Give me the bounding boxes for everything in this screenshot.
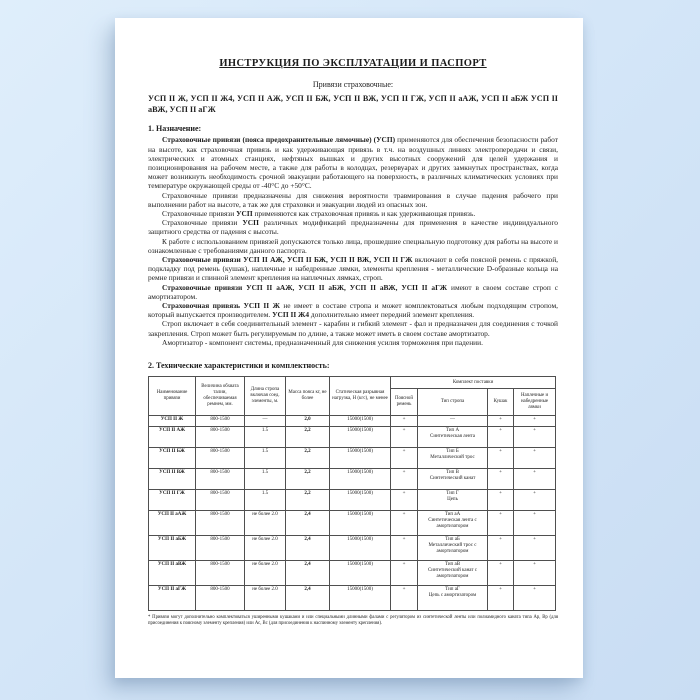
cell-kushak: + [488, 535, 514, 560]
cell-belt: + [391, 560, 418, 585]
cell-strap-type [418, 585, 488, 610]
paragraph-absorber-models [148, 283, 558, 301]
cell-length: не более 2.0 [245, 585, 286, 610]
table-footnote: * Привязи могут дополнительно комплектоваться уширенными кушаками и или специальными длинными фалами с регулятором из синтетической ленты или полиамидного каната типа Ар, Вр (для присоединения к поясному элементу крепления) или Ас, Вс (для присоединения к наспинному элементу крепления). [148, 614, 558, 627]
table-row [149, 447, 556, 468]
table-row [149, 560, 556, 585]
cell-lyamki: + [514, 510, 556, 535]
strap-type-line: Тип А [445, 427, 460, 433]
cell-length: — [245, 415, 286, 426]
cell-load: 15000(1500) [330, 426, 391, 447]
cell-belt: + [391, 535, 418, 560]
cell-strap-type [418, 510, 488, 535]
cell-girth: 800-1500 [196, 426, 245, 447]
cell-belt: + [391, 468, 418, 489]
col-header-strap-type: Тип стропа [418, 388, 488, 415]
table-row [149, 585, 556, 610]
document-title: ИНСТРУКЦИЯ ПО ЭКСПЛУАТАЦИИ И ПАСПОРТ [219, 58, 487, 69]
paragraph-text: применяются как страховочная привязь и как удерживающая привязь. [252, 208, 476, 218]
cell-lyamki: + [514, 560, 556, 585]
paragraph-components [148, 255, 558, 283]
cell-strap-type [418, 535, 488, 560]
cell-kushak: + [488, 489, 514, 510]
cell-lyamki: + [514, 585, 556, 610]
col-header-lyamki: Наплечные и набедренные лямки [514, 388, 556, 415]
cell-girth: 800-1500 [196, 468, 245, 489]
cell-kushak: + [488, 426, 514, 447]
paragraph-usp-zh [148, 301, 558, 319]
cell-belt: + [391, 426, 418, 447]
paragraph-usage [148, 209, 558, 218]
col-header-belt: Поясной ремень [391, 388, 418, 415]
cell-strap-type [418, 560, 488, 585]
cell-name: УСП II ГЖ [149, 489, 196, 510]
cell-kushak: + [488, 560, 514, 585]
cell-length: 1.5 [245, 447, 286, 468]
cell-mass: 2,2 [286, 489, 330, 510]
paragraph-text: включают в себя поясной ремень с пряжкой, подкладку под ремень (кушак), наплечные и набедренные лямки, элементы крепления - металлические D-образные кольца на ремне привязи и спинной элемент крепления на наплечных лямках, строп. [148, 254, 559, 283]
cell-kushak: + [488, 585, 514, 610]
cell-strap-type [418, 426, 488, 447]
paragraph-text: применяются для обеспечения безопасности работ на высоте, как страховочная привязь и как удерживающая привязь в т.ч. на воздушных линиях электропередачи и связи, электрических и атомных станциях, нефтяных вышках и других высотных сооружений для целей удержания и позиционирования на рабочем месте, а также для работы в колодцах, резервуарах и других замкнутых пространствах, когда может возникнуть необходимость срочной эвакуации работающего на поверхность, в различных климатических условиях при температуре окружающей среды от -40°С до +50°С. [148, 135, 559, 191]
cell-mass: 2,4 [286, 560, 330, 585]
cell-load: 15000(1500) [330, 510, 391, 535]
cell-load: 15000(1500) [330, 415, 391, 426]
table-row [149, 510, 556, 535]
paragraph-text: Страховочные привязи [162, 218, 243, 228]
section-2-heading: 2. Технические характеристики и комплектность: [148, 360, 330, 370]
col-header-length: Длина стропа включая соед. элементы, м. [245, 376, 286, 415]
cell-strap-type [418, 489, 488, 510]
paragraph-text: различных модификаций предназначены для применения в качестве индивидуального защитного средства от падения с высоты. [148, 218, 558, 237]
strap-type-line: Цепь с амортизатором [428, 592, 477, 598]
cell-lyamki: + [514, 489, 556, 510]
cell-strap-type [418, 447, 488, 468]
cell-name: УСП II ВЖ [149, 468, 196, 489]
paragraph-text: УСП [236, 208, 253, 218]
cell-name: УСП II аАЖ [149, 510, 196, 535]
cell-mass: 2,2 [286, 447, 330, 468]
paragraph-text: имеют в своем составе строп с амортизатором. [148, 282, 558, 301]
cell-length: 1.5 [245, 489, 286, 510]
cell-lyamki: + [514, 468, 556, 489]
cell-kushak: + [488, 510, 514, 535]
cell-load: 15000(1500) [330, 447, 391, 468]
strap-type-line: Цепь [447, 496, 458, 502]
cell-lyamki: + [514, 447, 556, 468]
strap-type-line: Тип аВ [444, 561, 461, 567]
strap-type-line: Тип В [446, 469, 459, 475]
paragraph-text: Страховочные привязи (пояса предохранительные лямочные) (УСП) [162, 135, 396, 145]
strap-type-line: Металлический трос [430, 454, 475, 460]
cell-girth: 800-1500 [196, 560, 245, 585]
cell-kushak: + [488, 415, 514, 426]
col-header-mass: Масса пояса кг, не более [286, 376, 330, 415]
col-header-kushak: Кушак [488, 388, 514, 415]
cell-kushak: + [488, 468, 514, 489]
cell-belt: + [391, 415, 418, 426]
harness-models-list: УСП II Ж, УСП II Ж4, УСП II АЖ, УСП II БЖ, УСП II ВЖ, УСП II ГЖ, УСП II аАЖ, УСП II аБЖ УСП II аВЖ, УСП II аГЖ [148, 94, 558, 114]
cell-strap-type [418, 415, 488, 426]
cell-name: УСП II аБЖ [149, 535, 196, 560]
col-header-girth: Величина обхвата талии, обеспечиваемая ремнем, мм. [196, 376, 245, 415]
cell-load: 15000(1500) [330, 585, 391, 610]
cell-belt: + [391, 585, 418, 610]
cell-length: не более 2.0 [245, 510, 286, 535]
paragraph-text: Страховочные привязи [162, 208, 237, 218]
cell-lyamki: + [514, 415, 556, 426]
paragraph-text: УСП II Ж4 [272, 310, 310, 320]
cell-mass: 2,2 [286, 426, 330, 447]
paragraph-absorber: Амортизатор - компонент системы, предназначенный для снижения усилия торможения при падении. [162, 337, 483, 347]
strap-type-line: Тип аГ [445, 586, 460, 592]
cell-load: 15000(1500) [330, 489, 391, 510]
document-subtitle: Привязи страховочные: [312, 80, 394, 89]
paragraph-text: дополнительно имеет передний элемент крепления. [309, 310, 475, 320]
cell-belt: + [391, 447, 418, 468]
cell-name: УСП II БЖ [149, 447, 196, 468]
cell-lyamki: + [514, 426, 556, 447]
table-row [149, 489, 556, 510]
cell-mass: 2,2 [286, 468, 330, 489]
cell-girth: 800-1500 [196, 489, 245, 510]
paragraph-purpose [148, 135, 558, 190]
paragraph-text: Страховочные привязи УСП II АЖ, УСП II БЖ, УСП II ВЖ, УСП II ГЖ [162, 254, 413, 264]
table-row [149, 535, 556, 560]
cell-name: УСП II аГЖ [149, 585, 196, 610]
section-1-heading: 1. Назначение: [148, 124, 202, 134]
col-header-kit: Комплект поставки [391, 376, 556, 388]
cell-girth: 800-1500 [196, 535, 245, 560]
strap-type-line: Металлический трос с амортизатором [428, 542, 477, 554]
strap-type-line: Тип Г [446, 490, 459, 496]
cell-girth: 800-1500 [196, 585, 245, 610]
strap-type-line: Тип аБ [445, 536, 460, 542]
col-header-load: Статическая разрывная нагрузка, Н (кгс), не менее [330, 376, 391, 415]
cell-mass: 2,4 [286, 585, 330, 610]
cell-name: УСП II АЖ [149, 426, 196, 447]
document-page [115, 18, 583, 678]
cell-girth: 800-1500 [196, 447, 245, 468]
paragraph-text: Страховочная привязь УСП II Ж [162, 300, 280, 310]
cell-mass: 2,4 [286, 510, 330, 535]
paragraph-text: не имеет в составе стропа и может комплектоваться любым подходящим стропом, который выпускается производителем. [148, 300, 558, 320]
cell-kushak: + [488, 447, 514, 468]
cell-load: 15000(1500) [330, 560, 391, 585]
strap-type-line: Тип Б [446, 448, 459, 454]
cell-strap-type [418, 468, 488, 489]
strap-type-line: — [450, 416, 455, 422]
paragraph-text: УСП [242, 218, 259, 228]
cell-mass: 2,0 [286, 415, 330, 426]
cell-name: УСП II аВЖ [149, 560, 196, 585]
table-row [149, 468, 556, 489]
table-row [149, 415, 556, 426]
cell-length: 1.5 [245, 468, 286, 489]
paragraph-modifications [148, 218, 558, 236]
cell-lyamki: + [514, 535, 556, 560]
paragraph-personnel: К работе с использованием привязей допускаются только лица, прошедшие специальную подготовку для работы на высоте и ознакомленные с требованиями данного паспорта. [148, 236, 558, 255]
cell-girth: 800-1500 [196, 510, 245, 535]
strap-type-line: Синтетическая лента [429, 433, 475, 439]
cell-length: не более 2.0 [245, 560, 286, 585]
paragraph-injury-reduction: Страховочные привязи предназначены для снижения вероятности травмирования в случае падения рабочего при выполнении работ на высоте, а так же для страховки и эвакуации людей из опасных зон. [148, 190, 558, 209]
cell-load: 15000(1500) [330, 535, 391, 560]
spec-table [148, 376, 556, 611]
paragraph-strop: Строп включает в себя соединительный элемент - карабин и гибкий элемент - фал и предназначен для соединения с точкой закрепления. Строп может быть регулируемым по длине, а также может иметь в своем составе амортизатор. [148, 319, 558, 338]
strap-type-line: Синтетический канат с амортизатором [427, 567, 478, 579]
paragraph-text: Страховочные привязи УСП II аАЖ, УСП II аБЖ, УСП II аВЖ, УСП II аГЖ [162, 282, 448, 292]
cell-belt: + [391, 489, 418, 510]
table-header-row-1 [149, 376, 556, 388]
cell-mass: 2,4 [286, 535, 330, 560]
table-row [149, 426, 556, 447]
cell-load: 15000(1500) [330, 468, 391, 489]
cell-belt: + [391, 510, 418, 535]
cell-name: УСП II Ж [149, 415, 196, 426]
cell-length: 1.5 [245, 426, 286, 447]
col-header-name: Наименование привязи [149, 376, 196, 415]
strap-type-line: Синтетический канат [429, 475, 476, 481]
strap-type-line: Синтетическая лента с амортизатором [428, 517, 477, 529]
cell-length: не более 2.0 [245, 535, 286, 560]
cell-girth: 800-1500 [196, 415, 245, 426]
strap-type-line: Тип аА [444, 511, 461, 517]
